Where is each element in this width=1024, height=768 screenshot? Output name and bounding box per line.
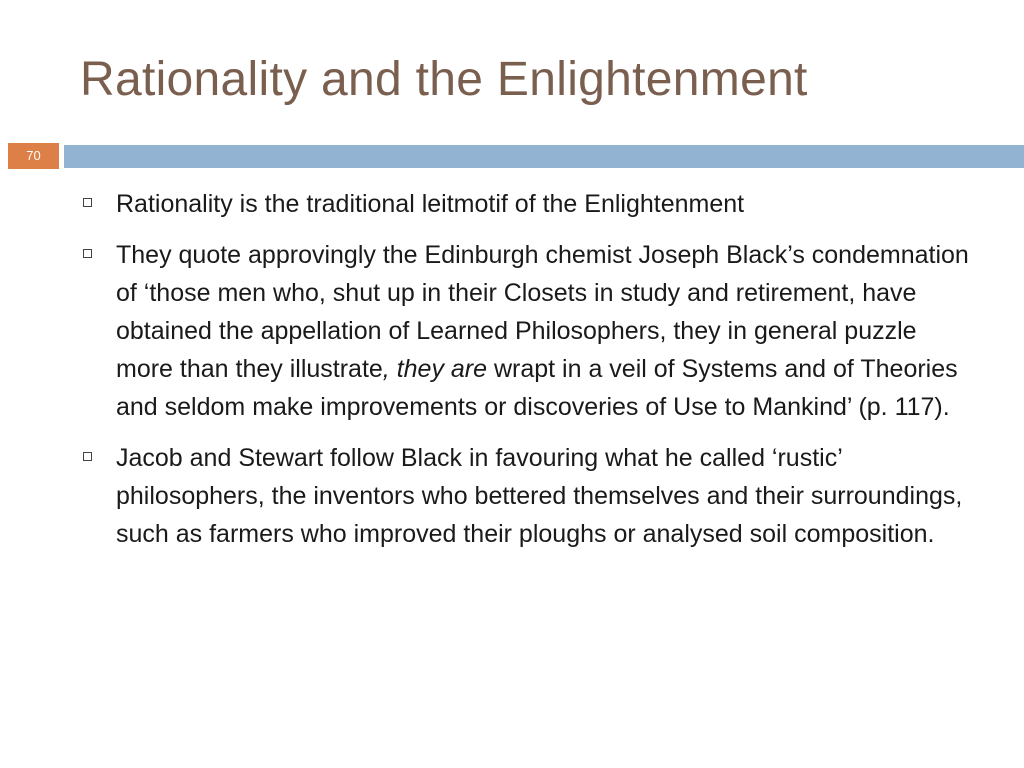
- slide-title: Rationality and the Enlightenment: [80, 53, 808, 106]
- bullet-text: Rationality is the traditional leitmotif of the Enlightenment: [116, 190, 745, 218]
- bullet-text: Jacob and Stewart follow Black in favouring what he called ‘rustic’ philosophers, the inventors who bettered themselves and their surroundings, such as farmers who improved their ploughs or analysed soil composition.: [116, 444, 963, 548]
- bullet-text: [116, 241, 969, 421]
- slide-number: 70: [8, 143, 59, 169]
- bullet-item: [80, 439, 980, 553]
- bullet-text-part: wrapt in a veil of Systems and of Theories and seldom make improvements or discoveries of Use to Mankind’ (p. 117).: [116, 355, 958, 421]
- header-divider-bar: [64, 145, 1024, 168]
- bullet-list: [80, 185, 980, 566]
- bullet-text-italic: , they are: [382, 355, 488, 383]
- bullet-item: [80, 185, 980, 223]
- square-outline-bullet-icon: [83, 452, 92, 461]
- square-outline-bullet-icon: [83, 249, 92, 258]
- bullet-text-part: They quote approvingly the Edinburgh chemist Joseph Black’s condemnation of ‘those men who, shut up in their Closets in study and retirement, have obtained the appellation of Learned Philosophers, they in general puzzle more than they illustrate: [116, 241, 969, 383]
- bullet-item: [80, 236, 980, 426]
- square-outline-bullet-icon: [83, 198, 92, 207]
